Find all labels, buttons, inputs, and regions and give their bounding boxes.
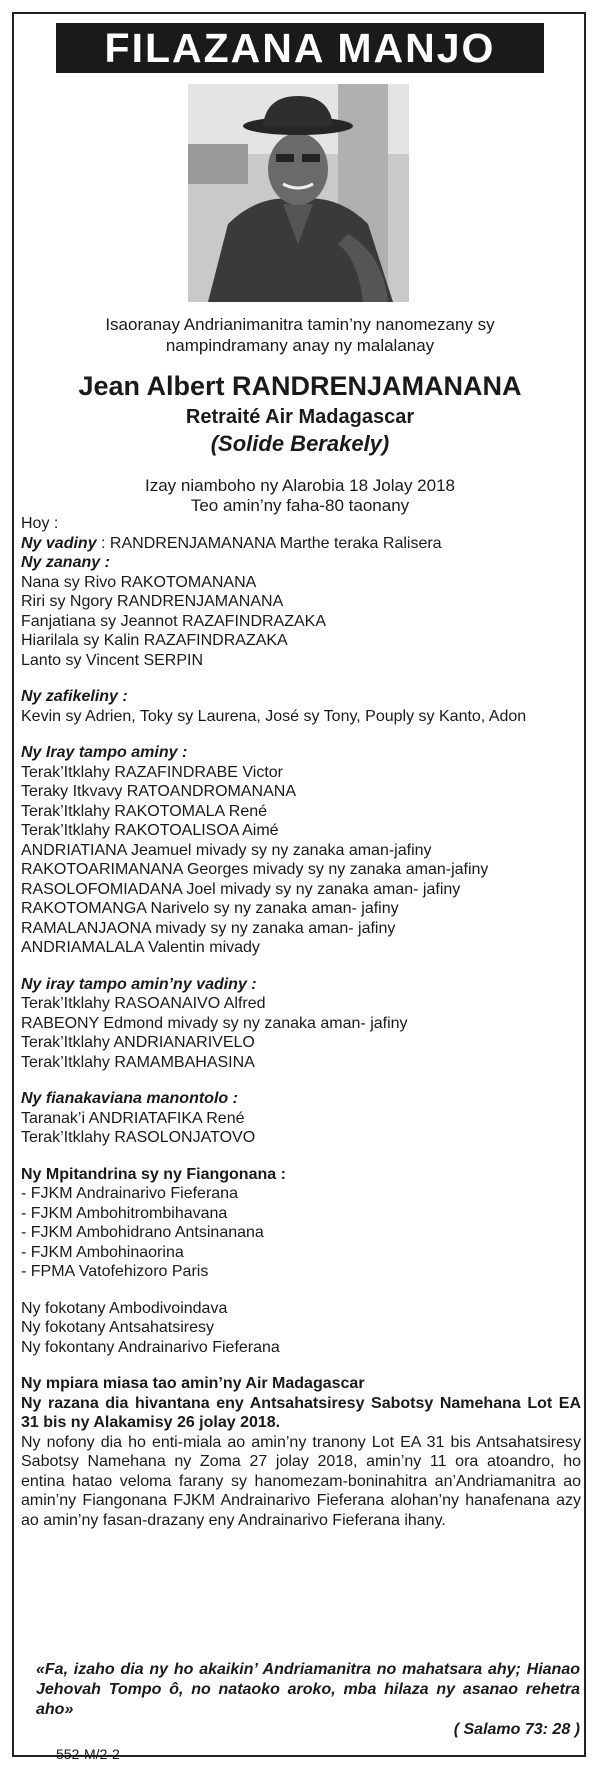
burial-paragraph: Ny razana dia hivantana eny Antsahatsiresy Sabotsy Namehana Lot EA 31 bis ny Alakamisy 26 jolay 2018. xyxy=(21,1394,581,1431)
list-item: ANDRIATIANA Jeamuel mivady sy ny zanaka aman-jafiny xyxy=(21,841,432,859)
grandchildren-label: Ny zafikeliny : xyxy=(21,688,128,705)
list-item: Riri sy Ngory RANDRENJAMANANA xyxy=(21,593,284,610)
spouse-label: Ny vadiny xyxy=(21,534,97,552)
hoy-label: Hoy : xyxy=(21,515,59,532)
list-item: Terak’Itklahy RAKOTOALISOA Aimé xyxy=(21,822,279,839)
list-item: Fanjatiana sy Jeannot RAZAFINDRAZAKA xyxy=(21,612,327,630)
list-item: - FJKM Ambohinaorina xyxy=(21,1243,184,1261)
list-item: Terak’Itklahy RAZAFINDRABE Victor xyxy=(21,763,283,781)
death-date: Izay niamboho ny Alarobia 18 Jolay 2018 xyxy=(145,476,455,495)
deceased-photo xyxy=(188,84,409,302)
deceased-title: Retraité Air Madagascar xyxy=(185,406,415,428)
list-item: Terak’Itklahy RASOANAIVO Alfred xyxy=(21,995,266,1012)
list-item: - FJKM Ambohidrano Antsinanana xyxy=(21,1224,264,1241)
list-item: Ny fokotany Antsahatsiresy xyxy=(21,1319,214,1336)
grandchildren-text: Kevin sy Adrien, Toky sy Laurena, José sy Tony, Pouply sy Kanto, Adon xyxy=(21,707,527,725)
list-item: Terak’Itklahy RASOLONJATOVO xyxy=(21,1129,256,1146)
colleagues-line: Ny mpiara miasa tao amin’ny Air Madagascar xyxy=(21,1375,365,1392)
spouse-text: : RANDRENJAMANANA Marthe teraka Ralisera xyxy=(96,534,442,552)
list-item: Terak’Itklahy RAMAMBAHASINA xyxy=(21,1053,255,1071)
list-item: Nana sy Rivo RAKOTOMANANA xyxy=(21,573,257,591)
list-item: Ny fokotany Ambodivoindava xyxy=(21,1299,228,1317)
list-item: Taranak’i ANDRIATAFIKA René xyxy=(21,1109,245,1127)
list-item: RABEONY Edmond mivady sy ny zanaka aman- jafiny xyxy=(21,1014,408,1032)
list-item: - FJKM Ambohitrombihavana xyxy=(21,1204,228,1222)
spouse-siblings-section xyxy=(21,975,581,1073)
list-item: RAKOTOARIMANANA Georges mivady sy ny zanaka aman-jafiny xyxy=(21,861,489,878)
bible-quote xyxy=(36,1660,580,1740)
children-section xyxy=(21,553,581,670)
children-label: Ny zanany : xyxy=(21,554,110,571)
churches-section xyxy=(21,1165,581,1282)
list-item: Teraky Itkvavy RATOANDROMANANA xyxy=(21,783,297,800)
spouse-siblings-label: Ny iray tampo amin’ny vadiny : xyxy=(21,975,257,993)
list-item: Hiarilala sy Kalin RAZAFINDRAZAKA xyxy=(21,632,288,649)
list-item: ANDRIAMALALA Valentin mivady xyxy=(21,939,260,956)
grandchildren-section xyxy=(21,687,581,726)
list-item: Terak’Itklahy RAKOTOMALA René xyxy=(21,802,268,820)
list-item: RAMALANJAONA mivady sy ny zanaka aman- jafiny xyxy=(21,919,396,937)
list-item: RAKOTOMANGA Narivelo sy ny zanaka aman- jafiny xyxy=(21,900,399,917)
death-age: Teo amin’ny faha-80 taonany xyxy=(190,496,410,515)
family-section xyxy=(21,1089,581,1148)
ceremony-paragraph: Ny nofony dia ho enti-miala ao amin’ny tranony Lot EA 31 bis Antsahatsiresy Sabotsy Namehana ny Zoma 27 jolay 2018, amin’ny 11 ora atoandro, ho entina hatao veloma farany sy hanomezam-boninahitra an’Andriamanitra ao amin’ny Fiangonana FJKM Andrainarivo Fieferana alohan’ny hanafenana azy ao amin’ny fasan-drazany eny Andrainarivo Fieferana ihany. xyxy=(21,1433,581,1529)
list-item: RASOLOFOMIADANA Joel mivady sy ny zanaka aman- jafiny xyxy=(21,880,461,898)
notice-body xyxy=(21,514,581,1530)
death-info xyxy=(20,476,580,516)
family-label: Ny fianakaviana manontolo : xyxy=(21,1090,238,1107)
siblings-label: Ny Iray tampo aminy : xyxy=(21,744,188,761)
notice-code: 552-M/2-2 xyxy=(56,1746,120,1762)
fokotany-section xyxy=(21,1299,581,1358)
list-item: Ny fokontany Andrainarivo Fieferana xyxy=(21,1338,280,1356)
notice-title: FILAZANA MANJO xyxy=(56,23,544,73)
deceased-name: Jean Albert RANDRENJAMANANA xyxy=(78,371,522,401)
list-item: Terak’Itklahy ANDRIANARIVELO xyxy=(21,1034,255,1051)
intro-text xyxy=(20,314,580,356)
siblings-section xyxy=(21,743,581,958)
deceased-nickname: (Solide Berakely) xyxy=(210,431,390,456)
intro-line-1: Isaoranay Andrianimanitra tamin’ny nanomezany sy xyxy=(105,315,495,334)
list-item: Lanto sy Vincent SERPIN xyxy=(21,651,204,669)
quote-text: «Fa, izaho dia ny ho akaikin’ Andriamanitra no mahatsara ahy; Hianao Jehovah Tompo ô, no nataoko aroko, mba hilaza ny asanao rehetra aho» xyxy=(36,1661,580,1718)
churches-label: Ny Mpitandrina sy ny Fiangonana : xyxy=(21,1165,286,1183)
spouse-line xyxy=(21,534,581,554)
quote-reference: ( Salamo 73: 28 ) xyxy=(453,1721,580,1738)
intro-line-2: nampindramany anay ny malalanay xyxy=(165,336,435,355)
list-item: - FJKM Andrainarivo Fieferana xyxy=(21,1185,238,1202)
list-item: - FPMA Vatofehizoro Paris xyxy=(21,1263,209,1280)
